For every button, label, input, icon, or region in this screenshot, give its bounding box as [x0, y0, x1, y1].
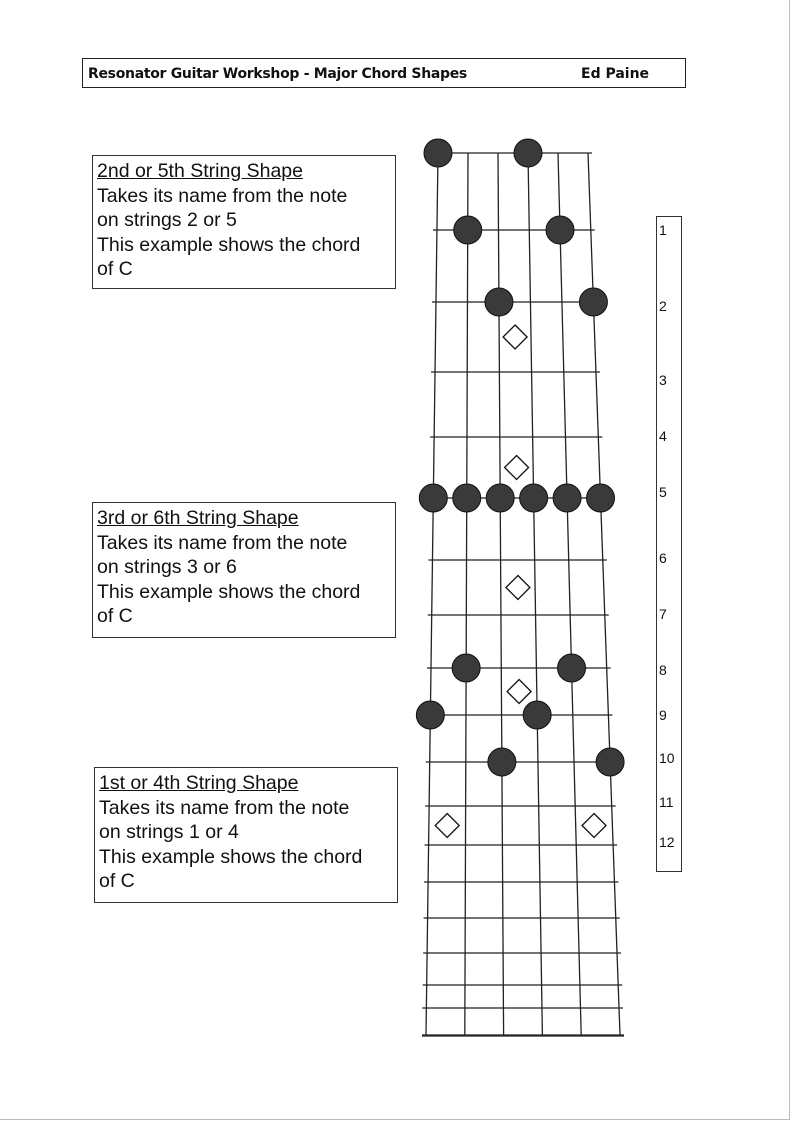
fret-number: 12 — [659, 834, 675, 850]
fret-number: 11 — [659, 794, 674, 810]
shape-text-line: This example shows the chord — [97, 580, 361, 603]
fret-number: 10 — [659, 750, 675, 766]
string-line — [426, 153, 438, 1035]
page-title: Resonator Guitar Workshop - Major Chord Shapes — [88, 66, 467, 82]
root-note-diamond — [506, 576, 530, 600]
shape-text-line: Takes its name from the note — [97, 184, 348, 207]
note-dot — [596, 748, 624, 776]
author-name: Ed Paine — [581, 66, 650, 82]
fret-number: 3 — [659, 372, 667, 388]
shape-text-line: Takes its name from the note — [97, 531, 348, 554]
note-dot — [424, 139, 452, 167]
note-dot — [546, 216, 574, 244]
shape-text-line: on strings 3 or 6 — [97, 556, 237, 578]
shape-text-line: Takes its name from the note — [99, 796, 350, 819]
fret-number: 8 — [659, 662, 667, 678]
shape-heading: 1st or 4th String Shape — [99, 772, 299, 794]
shape-heading: 3rd or 6th String Shape — [97, 507, 299, 529]
string-line — [465, 153, 468, 1035]
shape-text-line: This example shows the chord — [99, 845, 363, 868]
string-line — [558, 153, 581, 1035]
note-dot — [453, 484, 481, 512]
note-dot — [579, 288, 607, 316]
string-line — [588, 153, 620, 1035]
note-dot — [488, 748, 516, 776]
note-dot — [454, 216, 482, 244]
note-dot — [486, 484, 514, 512]
note-dot — [553, 484, 581, 512]
note-dot — [520, 484, 548, 512]
note-dot — [485, 288, 513, 316]
fret-number: 1 — [659, 222, 667, 238]
fret-number: 4 — [659, 428, 667, 444]
fret-number: 7 — [659, 606, 667, 622]
root-note-diamond — [582, 814, 606, 838]
note-dot — [587, 484, 615, 512]
shape-text-line: on strings 1 or 4 — [99, 821, 239, 843]
shape-text-line: of C — [97, 605, 133, 627]
shape-text-line: of C — [99, 870, 135, 892]
root-note-diamond — [507, 680, 531, 704]
shape-text-line: on strings 2 or 5 — [97, 209, 237, 231]
fret-number: 5 — [659, 484, 667, 500]
root-note-diamond — [505, 456, 529, 480]
shape-heading: 2nd or 5th String Shape — [97, 160, 303, 182]
root-note-diamond — [435, 814, 459, 838]
root-note-diamond — [503, 325, 527, 349]
string-line — [498, 153, 504, 1035]
fret-number: 2 — [659, 298, 667, 314]
fret-number: 9 — [659, 707, 667, 723]
fret-number-strip — [656, 216, 682, 872]
shape-text-line: This example shows the chord — [97, 233, 361, 256]
note-dot — [523, 701, 551, 729]
note-dot — [419, 484, 447, 512]
note-dot — [416, 701, 444, 729]
note-dot — [558, 654, 586, 682]
string-line — [528, 153, 542, 1035]
note-dot — [452, 654, 480, 682]
note-dot — [514, 139, 542, 167]
shape-text-line: of C — [97, 258, 133, 280]
fret-number: 6 — [659, 550, 667, 566]
